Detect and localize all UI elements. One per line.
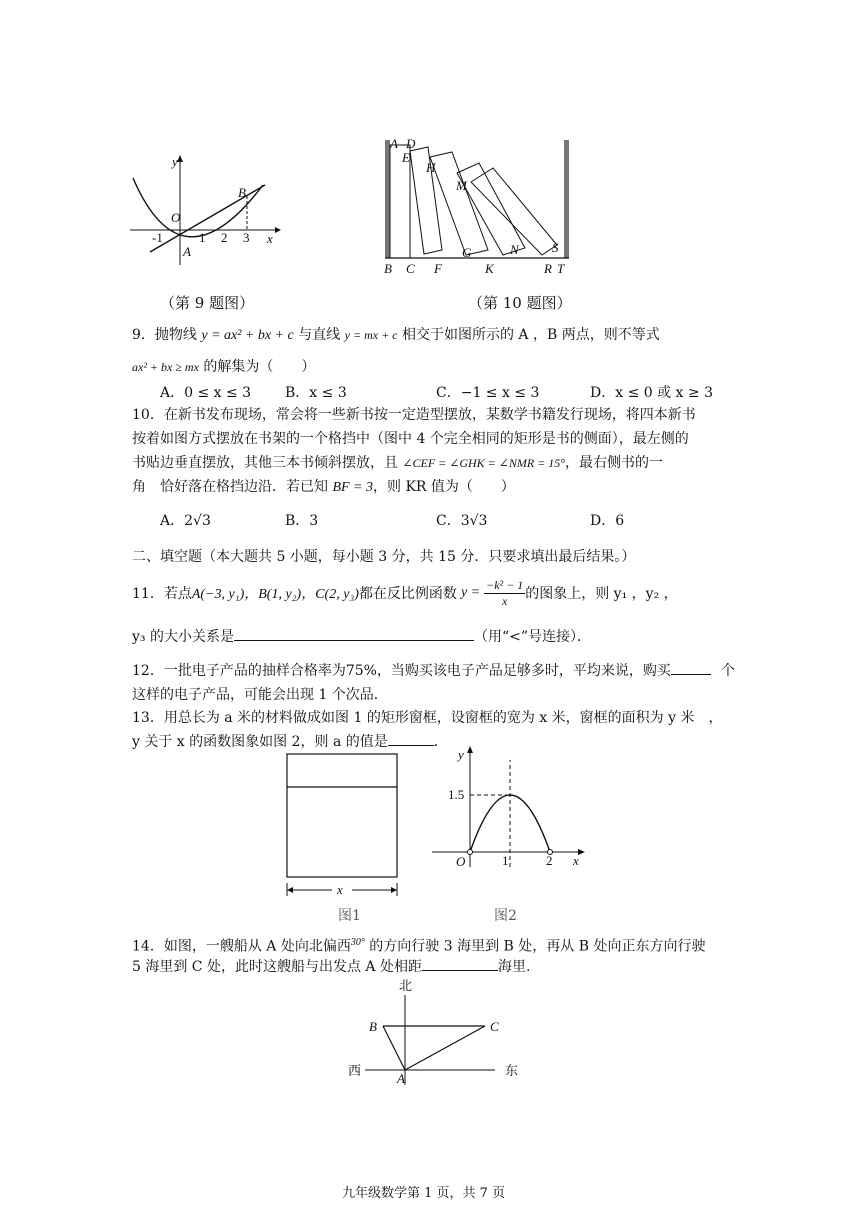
fig9-tick: -1 — [152, 230, 163, 245]
q9-option-a: A．0 ≤ x ≤ 3 — [160, 385, 252, 401]
fig10-label: F — [434, 261, 442, 275]
fig2-y-label: y — [458, 747, 464, 762]
fig10-label: T — [557, 261, 565, 275]
q12-line1: 12．一批电子产品的抽样合格率为75%，当购买该电子产品足够多时，平均来说，购买 个 — [132, 660, 735, 682]
point-a-label: A — [397, 1071, 405, 1086]
q10-line3: 书贴边垂直摆放，其他三本书倾斜摆放，且 ∠CEF = ∠GHK = ∠NMR = 15°，最右侧书的一 — [132, 455, 664, 471]
q14-figure — [345, 975, 525, 1087]
fig2-vertex-value: 1.5 — [448, 787, 465, 802]
point-b-label: B — [369, 1019, 377, 1034]
fig2-tick-1: 1 — [502, 853, 509, 868]
fig10-label: D — [406, 136, 416, 151]
q11-line1: 11．若点 A(−3, y₁)，B(1, y₂)，C(2, y₃) 都在反比例函数 y = $\frac{\text{−k² − 1}}{x}$ 的图象上，则 y₁ ，y₂ ， — [132, 577, 678, 608]
q9-line1: 9．抛物线 y = ax² + bx + c 与直线 y = mx + c 相交于如图所示的 A ，B 两点，则不等式 — [132, 327, 660, 343]
fig10-label: C — [406, 261, 415, 275]
section-2-heading: 二、填空题（本大题共 5 小题，每小题 3 分，共 15 分．只要求填出最后结果。） — [132, 549, 636, 565]
q9-option-b: B．x ≤ 3 — [285, 385, 347, 401]
fig9-tick: 2 — [221, 230, 228, 245]
point-c-label: C — [490, 1019, 499, 1034]
figure-10 — [380, 135, 580, 275]
q10-line2: 按着如图方式摆放在书架的一个格挡中（图中 4 个完全相同的矩形是书的侧面），最左侧的 — [132, 431, 689, 447]
q14-line1: 14．如图，一艘船从 A 处向北偏西$^{30^\circ}$ 的方向行驶 3 海里到 B 处，再从 B 处向正东方向行驶 — [132, 937, 706, 955]
fig2-x-label: x — [573, 853, 579, 868]
q13-fig2-caption: 图2 — [494, 908, 517, 924]
fig10-label: B — [384, 261, 392, 275]
q13-line2: y 关于 x 的函数图象如图 2，则 a 的值是 ． — [132, 731, 448, 753]
fig10-label: N — [510, 242, 519, 257]
q14-answer-blank[interactable] — [422, 956, 498, 971]
q13-answer-blank[interactable] — [388, 731, 434, 746]
fig10-caption: （第 10 题图） — [468, 294, 572, 312]
q13-fig1-caption: 图1 — [338, 908, 361, 924]
fig10-label: H — [426, 160, 436, 175]
north-label: 北 — [399, 979, 413, 994]
q12-line2: 这样的电子产品，可能会出现 1 个次品． — [132, 687, 388, 703]
fig1-x-label: x — [337, 882, 343, 897]
q10-option-d: D．6 — [590, 513, 625, 529]
q10-option-b: B．3 — [285, 513, 319, 529]
q14-line2: 5 海里到 C 处，此时这艘船与出发点 A 处相距 海里. — [132, 956, 530, 978]
west-label: 西 — [348, 1064, 362, 1079]
q10-line1: 10．在新书发布现场，常会将一些新书按一定造型摆放，某数学书籍发行现场，将四本新书 — [132, 407, 696, 423]
fig9-point-a: A — [183, 244, 191, 259]
fig9-caption: （第 9 题图） — [160, 294, 255, 312]
q12-answer-blank[interactable] — [671, 660, 711, 675]
fig10-label: K — [485, 261, 494, 275]
q11-answer-blank[interactable] — [234, 626, 474, 641]
q13-line1: 13．用总长为 a 米的材料做成如图 1 的矩形窗框，设窗框的宽为 x 米，窗框的面积为 y 米 ， — [132, 710, 723, 726]
fig10-label: E — [402, 150, 410, 165]
fig9-point-b: B — [238, 185, 246, 200]
fig9-tick: 1 — [199, 230, 206, 245]
fig9-axis-x: x — [267, 231, 273, 246]
q9-line2: ax² + bx ≥ mx 的解集为（ ） — [132, 359, 316, 375]
page-footer: 九年级数学第 1 页，共 7 页 — [342, 1186, 506, 1201]
fig10-label: M — [456, 178, 467, 193]
q10-line4: 角 恰好落在格挡边沿．若已知 BF = 3，则 KR 值为（ ） — [132, 479, 515, 495]
fig10-label: A — [390, 136, 398, 151]
fig9-tick: 3 — [243, 230, 250, 245]
fig9-axis-y: y — [172, 154, 178, 169]
fig10-label: R — [544, 261, 552, 275]
q9-option-d: D．x ≤ 0 或 x ≥ 3 — [590, 385, 713, 401]
figure-9 — [125, 150, 285, 270]
fig2-origin: O — [456, 854, 466, 869]
q13-figure-1 — [280, 750, 410, 900]
q11-line2: y₃ 的大小关系是 （用“<”号连接）． — [132, 626, 591, 648]
fig2-tick-2: 2 — [546, 853, 553, 868]
fig9-origin: O — [171, 210, 181, 225]
q10-option-c: C．3√3 — [436, 513, 488, 529]
fig10-label: S — [552, 240, 559, 255]
east-label: 东 — [505, 1064, 519, 1079]
q9-option-c: C．−1 ≤ x ≤ 3 — [436, 385, 540, 401]
q13-figure-2 — [430, 745, 585, 870]
q10-option-a: A．2√3 — [160, 513, 211, 529]
fig10-label: G — [462, 245, 472, 260]
